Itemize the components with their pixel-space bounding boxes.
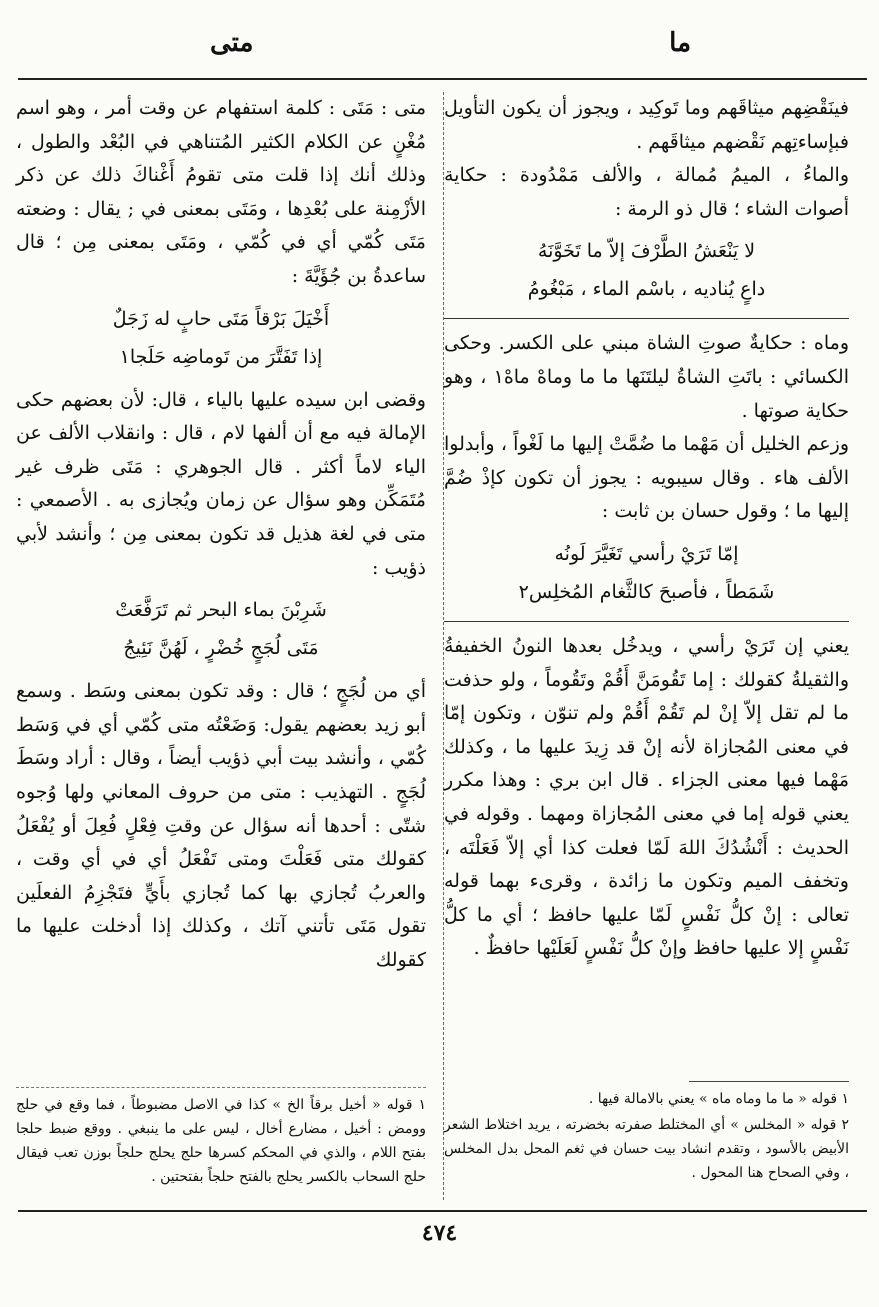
footer-rule bbox=[18, 1210, 867, 1212]
right-verse-1 bbox=[444, 232, 849, 308]
verse-line: شَمَطاً ، فأصبحَ كالثَّغام المُخلِس٢ bbox=[518, 580, 775, 603]
entry-separator bbox=[444, 621, 849, 622]
page-header bbox=[0, 28, 879, 68]
left-paragraph-1: متى : مَتَى : كلمة استفهام عن وقت أمر ، وهو اسم مُغْنٍ عن الكلام الكثير المُتناهي في البُعْد والطول ، وذلك أنك إذا قلت متى تقومُ أَغْناكَ ذلك عن ذكر الأزْمِنة على بُعْدِها ، ومَتَى بمعنى في ; يقال : وضعته مَتَى كُمّي أي في كُمّي ، ومَتَى بمعنى مِن ؛ قال ساعدةُ بن جُؤَيَّةَ : bbox=[16, 97, 426, 287]
right-footnotes bbox=[444, 1087, 849, 1187]
right-paragraph-2: والماءُ ، الميمُ مُمالة ، والألف مَمْدُودة : حكاية أصوات الشاء ؛ قال ذو الرمة : bbox=[444, 164, 849, 220]
right-paragraph-3: وماه : حكايةٌ صوتِ الشاة مبني على الكسر. وحكى الكسائي : باتَتِ الشاةُ ليلتَنَها ما ما وماهْ ماهْ١ ، وهو حكاية صوتها . bbox=[444, 332, 849, 422]
right-column bbox=[444, 92, 849, 966]
footnote-rule-right bbox=[689, 1081, 849, 1082]
right-verse-2 bbox=[444, 535, 849, 611]
left-verse-2 bbox=[16, 591, 426, 667]
header-rule bbox=[18, 78, 867, 80]
right-paragraph-5: يعني إن تَرَيْ رأسي ، ويدخُل بعدها النونُ الخفيفةُ والثقيلةُ كقولك : إما تَقُومَنَّ أَقُمْ وتَقُوماً ، ولو حذفت ما لم تقل إلاّ إنْ لم تَقُمْ أَقُمْ ولم تنوّن ، وتكون إمّا في معنى المُجازاة لأنه إنْ قد زِيدَ عليها ما ، وكذلك مَهْما فيها معنى الجزاء . قال ابن بري : وهذا مكرر يعني قوله إما في معنى المُجازاة ومهما . وقوله في الحديث : أَنْشُدُكَ اللهَ لَمّا فعلت كذا أي إلاّ فَعَلْتَه ، وتخفف الميم وتكون ما زائدة ، وقرىء بهما قوله تعالى : إنْ كلُّ نَفْسٍ لَمّا عليها حافظ ؛ أي ما كلُّ نَفْسٍ إلا عليها حافظ وإنْ كلُّ نَفْسٍ لَعَلَيْها حافظٌ . bbox=[444, 634, 849, 960]
verse-line: شَرِبْنَ بماء البحر ثم تَرَفَّعَتْ bbox=[115, 599, 327, 622]
entry-separator bbox=[444, 318, 849, 319]
footnote: ١ قوله « أخيل برقاً الخ » كذا في الاصل مضبوطاً ، فما وقع في حلج وومض : أخيل ، مضارع أخال ، ليس على ما ينبغي . ووقع ضبط حلجا بفتح اللام ، والذي في المحكم كسرها حلج يحلج حلجاً بوزن تعب فيقال حلج السحاب بالكسر يحلج بالفتح حلجاً بفتحتين . bbox=[16, 1097, 426, 1185]
page-number: ٤٧٤ bbox=[421, 1220, 458, 1246]
verse-line: أَخْيَلَ بَرْقاً مَتَى حابٍ له زَجَلٌ bbox=[112, 307, 330, 330]
footnote: ٢ قوله « المخلس » أي المختلط صفرته بخضرته ، يريد اختلاط الشعر الأبيض بالأسود ، وتقدم انشاد بيت حسان في ثغم المحل بدل المخلس ، وفي الصحاح هنا المحول . bbox=[444, 1117, 849, 1181]
left-verse-1 bbox=[16, 300, 426, 376]
right-paragraph-1: فينَقْضِهم ميثاقَهم وما تَوكِيد ، ويجوز أن يكون التأويل فبإساءتِهم نَقْضهم ميثاقَهم . bbox=[444, 97, 849, 153]
left-paragraph-3: أي من لُجَجٍ ؛ قال : وقد تكون بمعنى وسَط . وسمع أبو زيد بعضهم يقول: وَضَعْتُه متى كُمّي أي في وَسَط كُمّي ، وأنشد بيت أبي ذؤيب أيضاً ، وقال : أراد وسَطَ لُجَجٍ . التهذيب : متى من حروف المعاني ولها وُجوه شتّى : أحدها أنه سؤال عن وقتِ فِعْلٍ فُعِلَ أو يُفْعَلُ كقولك متى فَعَلْتَ ومتى تَفْعَلُ أي في أي وقت ، والعربُ تُجازي بها كما تُجازي بأَيٍّ فتَجْزِمُ الفعلَين تقول مَتَى تأتني آتك ، وكذلك إذا أدخلت عليها ما كقولك bbox=[16, 680, 426, 971]
footnote-rule-left bbox=[16, 1087, 426, 1088]
right-paragraph-4: وزعم الخليل أن مَهْما ما ضُمَّتْ إليها ما لَغْواً ، وأبدلوا الألف هاء . وقال سيبويه : يجوز أن تكون كإذْ ضُمَّ إليها ما ؛ وقول حسان بن ثابت : bbox=[444, 433, 849, 523]
left-footnotes bbox=[16, 1093, 426, 1191]
left-paragraph-2: وقضى ابن سيده عليها بالياء ، قال: لأن بعضهم حكى الإمالة فيه مع أن ألفها لام ، قال : وانقلاب الألف عن الياء لاماً أكثر . قال الجوهري : مَتَى ظرف غير مُتَمَكِّن وهو سؤال عن زمان ويُجازى به . الأصمعي : متى في لغة هذيل قد تكون بمعنى مِن ؛ وأنشد لأبي ذؤيب : bbox=[16, 388, 426, 579]
header-entry-right: ما bbox=[669, 28, 691, 58]
verse-line: لا يَنْعَشُ الطَّرْفَ إلاّ ما تَخَوَّنَهُ bbox=[537, 240, 756, 263]
verse-line: مَتَى لُجَجٍ خُضْرٍ ، لَهُنَّ نَئِيجُ bbox=[123, 637, 319, 660]
verse-line: إذا تَفَتَّرَ من تَوماضِه حَلَجا١ bbox=[119, 345, 323, 368]
verse-line: إمّا تَرَيْ رأسي تَغَيَّرَ لَونُه bbox=[554, 542, 739, 565]
left-column bbox=[16, 92, 426, 977]
verse-line: داعٍ يُناديه ، باسْم الماء ، مَبْغُومُ bbox=[527, 278, 766, 301]
header-entry-left: متى bbox=[210, 28, 254, 58]
footnote: ١ قوله « ما ما وماه ماه » يعني بالامالة فيها . bbox=[588, 1091, 849, 1107]
